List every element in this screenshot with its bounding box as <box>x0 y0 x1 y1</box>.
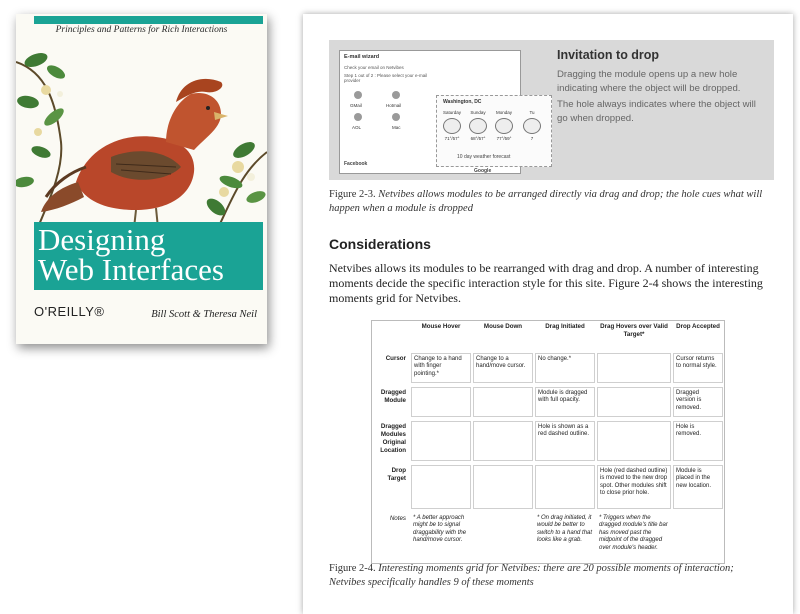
provider-label: Mac <box>392 125 401 130</box>
grid-cell <box>411 465 471 509</box>
provider-label: AOL <box>352 125 362 130</box>
hotmail-icon <box>392 91 400 99</box>
aol-icon <box>354 113 362 121</box>
grid-cell: Module is dragged with full opacity. <box>535 387 595 417</box>
table-row <box>372 419 724 463</box>
day-label: Sunday <box>470 110 486 115</box>
email-wizard-line-1: Check your email on Netvibes <box>344 65 404 70</box>
callout-paragraph-2: The hole always indicates where the object will go when dropped. <box>557 99 756 124</box>
grid-cell: Hole is shown as a red dashed outline. <box>535 421 595 461</box>
weather-icon <box>443 118 461 134</box>
cover-authors: Bill Scott & Theresa Neil <box>151 309 257 320</box>
cover-title-line-1: Designing <box>38 222 166 257</box>
facebook-module-label: Facebook <box>344 161 368 167</box>
forecast-label: 10 day weather forecast <box>457 154 511 160</box>
table-row <box>372 385 724 419</box>
day-temp: 71°/57° <box>444 136 460 141</box>
column-header: Drag Initiated <box>545 323 585 330</box>
book-cover <box>16 14 267 344</box>
grid-cell: Change to a hand with finger pointing.* <box>411 353 471 383</box>
weather-day <box>521 110 543 141</box>
grid-cell: Cursor returns to normal style. <box>673 353 723 383</box>
row-header: Cursor <box>385 355 406 362</box>
callout-paragraph-1: Dragging the module opens up a new hole indicating where the object will be dropped. <box>557 69 741 94</box>
gmail-icon <box>354 91 362 99</box>
netvibes-screenshot-figure <box>329 40 774 180</box>
day-temp: 68°/57° <box>470 136 486 141</box>
weather-day <box>493 110 515 141</box>
table-row <box>372 511 724 565</box>
publisher-logo: O'REILLY® <box>34 304 105 319</box>
grid-cell: * Triggers when the dragged module's title bar has moved past the midpoint of the dragged over module's header. <box>599 515 668 551</box>
google-module-label: Google <box>474 168 492 174</box>
weather-day <box>467 110 489 141</box>
email-wizard-title: E-mail wizard <box>344 54 380 60</box>
corner-cell <box>372 321 410 351</box>
weather-day <box>441 110 463 141</box>
weather-icon <box>469 118 487 134</box>
day-label: Saturday <box>442 110 461 115</box>
grid-cell: Change to a hand/move cursor. <box>473 353 533 383</box>
moments-table <box>372 321 724 565</box>
grid-cell <box>411 387 471 417</box>
grid-cell: Module is placed in the new location. <box>673 465 723 509</box>
table-row <box>372 463 724 511</box>
column-header: Drag Hovers over Valid Target* <box>600 323 668 338</box>
weather-icon <box>495 118 513 134</box>
section-heading: Considerations <box>329 236 431 252</box>
row-header: Dragged Module <box>380 389 406 404</box>
column-header: Mouse Down <box>483 323 523 330</box>
grid-cell: Hole (red dashed outline) is moved to the new drop spot. Other modules shift to close prior hole. <box>597 465 671 509</box>
weather-location: Washington, DC <box>443 99 482 105</box>
grid-cell: Dragged version is removed. <box>673 387 723 417</box>
grid-cell: * A better approach might be to signal draggability with the hand/move cursor. <box>413 515 467 544</box>
book-page <box>303 14 793 614</box>
column-header: Mouse Hover <box>421 323 461 330</box>
grid-cell: Hole is removed. <box>673 421 723 461</box>
row-header: Dragged Modules Original Location <box>380 423 406 454</box>
grid-cell <box>411 421 471 461</box>
mac-icon <box>392 113 400 121</box>
cover-subtitle: Principles and Patterns for Rich Interactions <box>55 25 228 35</box>
grid-cell: * On drag initiated, it would be better to switch to a hand that looks like a grab. <box>537 515 593 544</box>
row-header: Drop Target <box>387 467 406 482</box>
grid-cell <box>473 421 533 461</box>
grid-cell <box>473 465 533 509</box>
figure-number: Figure 2-4. <box>329 563 376 574</box>
figure-text: Interesting moments grid for Netvibes: there are 20 possible moments of interaction; Netvibes specifically handles 9 of these moments <box>329 563 734 588</box>
callout-heading: Invitation to drop <box>557 48 660 62</box>
row-header: Notes <box>389 515 406 522</box>
day-temp: 7 <box>530 136 534 141</box>
weather-module-drop-hole <box>436 95 552 167</box>
grid-cell <box>473 387 533 417</box>
provider-label: GMail <box>350 103 362 108</box>
cover-title-line-2: Web Interfaces <box>38 252 224 287</box>
figure-2-3-caption <box>329 188 769 216</box>
grid-cell <box>597 421 671 461</box>
grid-cell <box>597 387 671 417</box>
section-body: Netvibes allows its modules to be rearranged with drag and drop. A number of interesting moments decide the specific interaction style for this site. Figure 2-4 shows the interesting moments grid for Netvibes. <box>329 261 763 305</box>
email-wizard-module <box>339 50 535 174</box>
figure-number: Figure 2-3. <box>329 189 376 200</box>
provider-label: Hotmail <box>386 103 402 108</box>
figure-2-4-caption <box>329 562 769 590</box>
grid-cell <box>535 465 595 509</box>
day-label: Tu <box>529 110 535 115</box>
day-label: Monday <box>495 110 512 115</box>
cover-top-bar <box>34 16 263 24</box>
weather-icon <box>523 118 541 134</box>
day-temp: 77°/59° <box>496 136 512 141</box>
email-wizard-line-2: Step 1 out of 2 : Please select your e-mail provider <box>344 73 428 83</box>
figure-text: Netvibes allows modules to be arranged directly via drag and drop; the hole cues what will happen when a module is dropped <box>329 189 763 214</box>
grid-cell <box>473 513 533 563</box>
interesting-moments-grid <box>371 320 725 564</box>
grid-cell <box>597 353 671 383</box>
table-row <box>372 351 724 385</box>
grid-cell: No change.* <box>535 353 595 383</box>
grid-cell <box>673 513 723 563</box>
bird-illustration <box>16 32 267 232</box>
column-header: Drop Accepted <box>676 323 720 330</box>
